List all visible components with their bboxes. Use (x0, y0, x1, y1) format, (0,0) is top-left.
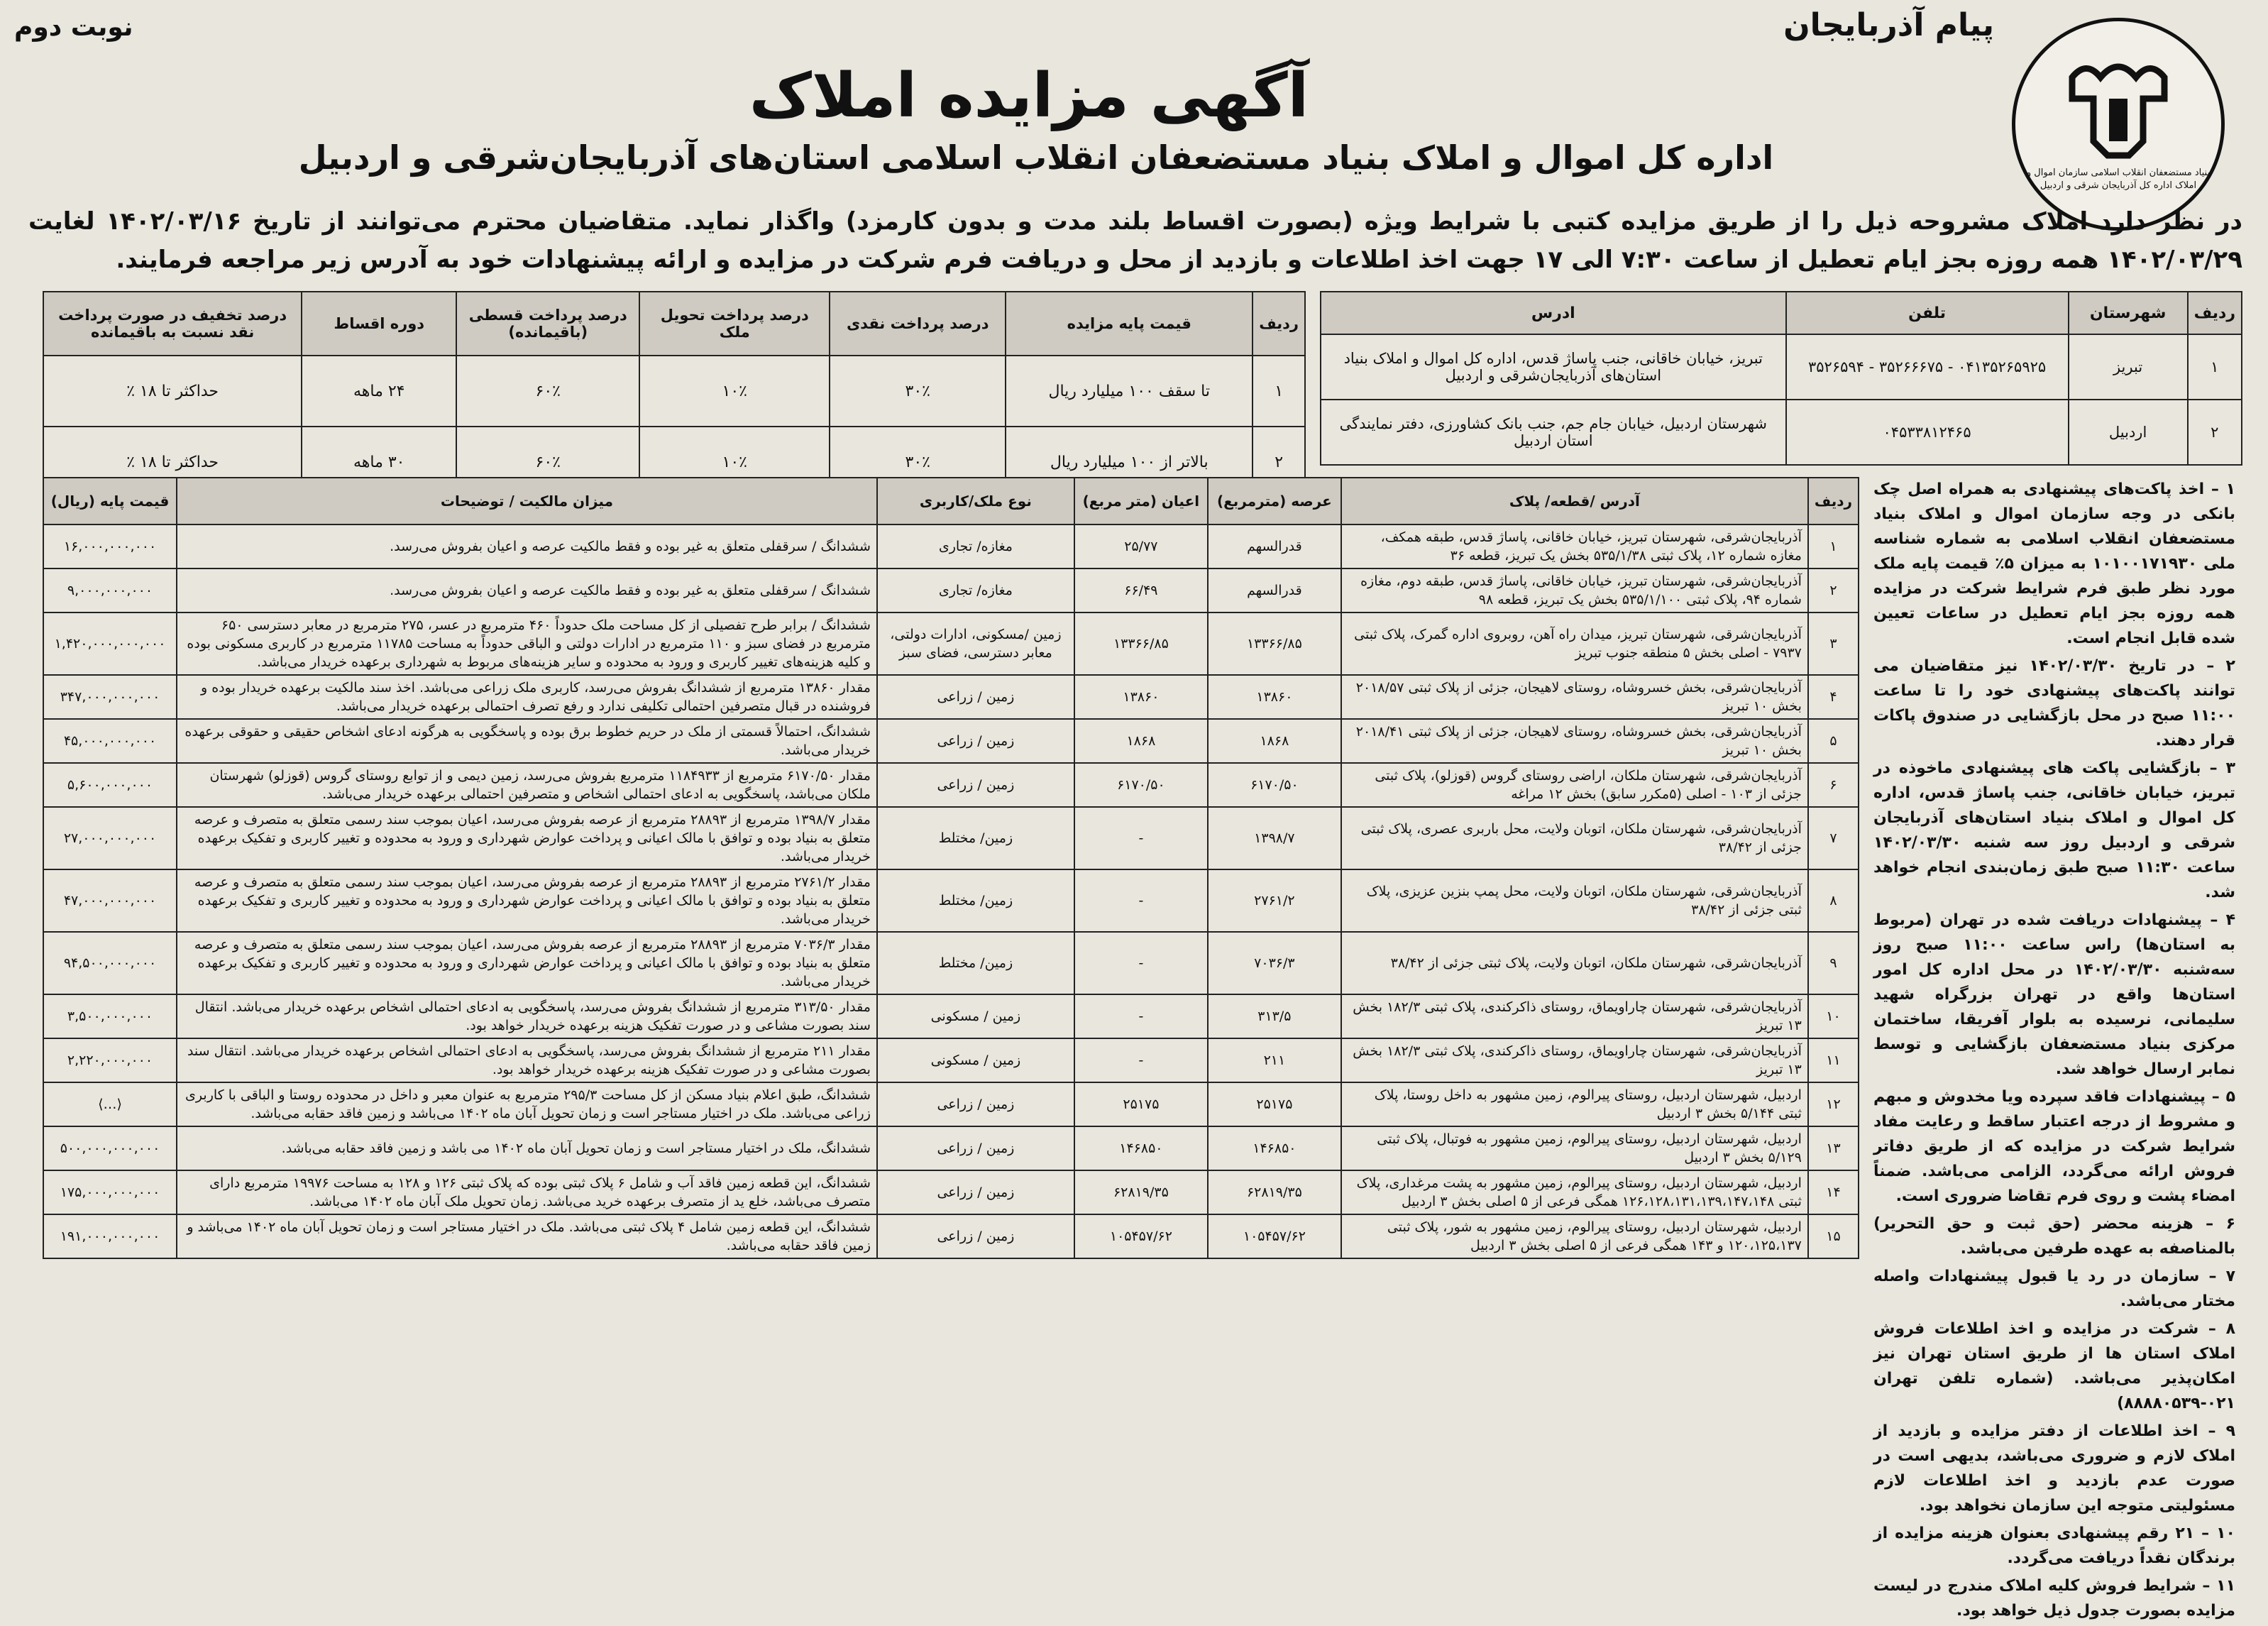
address-cell: آذربایجان‌شرقی، شهرستان ملکان، اراضی روستای گروس (قوزلو)، پلاک ثبتی جزئی از ۱۰۳ - اصلی (۵مکرر سابق) بخش ۱۲ مراغه (1341, 763, 1808, 807)
property-row (43, 613, 1859, 675)
base-price-cell: ⟨…⟩ (43, 1082, 177, 1126)
ownership-description-cell: ششدانگ، طبق اعلام بنیاد مسکن از کل مساحت ۲۹۵/۳ مترمربع به عنوان معبر و داخل در محدوده روستا و الباقی با کاربری زراعی می‌باشد. ملک در اختیار مستاجر است و زمان تحویل آبان ماه ۱۴۰۲ می‌باشد و زمین فاقد حقابه می‌باشد. (177, 1082, 877, 1126)
land-area-cell: قدرالسهم (1208, 524, 1341, 568)
land-area-cell: ۱۰۵۴۵۷/۶۲ (1208, 1214, 1341, 1258)
note-item: ۳ – بازگشایی پاکت های پیشنهادی ماخوذه در تبریز، خیابان خاقانی، جنب پاساژ قدس، اداره کل اموال و املاک بنیاد استان‌های آذربایجان شرقی و اردبیل روز سه شنبه ۱۴۰۲/۰۳/۳۰ ساعت ۱۱:۳۰ صبح طبق زمان‌بندی انجام خواهد شد. (1873, 759, 2235, 901)
property-type-cell: زمین/ مختلط (877, 869, 1074, 932)
installment-percent-cell: ۶۰٪ (456, 427, 639, 498)
property-type-cell: مغازه/ تجاری (877, 568, 1074, 613)
property-type-cell: زمین / مسکونی (877, 1038, 1074, 1082)
property-type-cell: زمین / زراعی (877, 1082, 1074, 1126)
property-row (43, 1170, 1859, 1214)
payment-header-row (43, 292, 1305, 356)
base-price-cell: بالاتر از ۱۰۰ میلیارد ریال (1006, 427, 1253, 498)
ad-title: آگهی مزایده املاک (749, 60, 1309, 131)
ownership-description-cell: ششدانگ، احتمالاً قسمتی از ملک در حریم خطوط برق بوده و پاسخگویی به هرگونه ادعای اشخاص حقیقی و حقوقی برعهده خریدار می‌باشد. (177, 719, 877, 763)
office-row (1321, 400, 2242, 465)
row-number: ۱۱ (1808, 1038, 1859, 1082)
row-number: ۴ (1808, 675, 1859, 719)
ownership-description-cell: مقدار ۲۷۶۱/۲ مترمربع از ۲۸۸۹۳ مترمربع از عرصه بفروش می‌رسد، اعیان بموجب سند رسمی متعلق به متصرف و عرصه متعلق به بنیاد بوده و توافق با مالک اعیانی و پرداخت عوارض شهرداری و ورود به محدوده و تغییر کاربری و تفکیک برعهده خریدار می‌باشد. (177, 869, 877, 932)
payment-header-period: دوره اقساط (302, 292, 456, 356)
row-number: ۲ (1808, 568, 1859, 613)
ownership-description-cell: مقدار ۱۳۸۶۰ مترمربع از ششدانگ بفروش می‌رسد، کاربری ملک زراعی می‌باشد. اخذ سند مالکیت برعهده خریدار بوده و فروشنده در قبال متصرفین احتمالی تکلیفی ندارد و رفع تصرف احتمالی برعهده خریدار می‌باشد. (177, 675, 877, 719)
building-area-cell: - (1074, 932, 1208, 994)
office-row (1321, 334, 2242, 400)
building-area-cell: ۶۱۷۰/۵۰ (1074, 763, 1208, 807)
property-type-cell: زمین/ مختلط (877, 932, 1074, 994)
land-area-cell: ۳۱۳/۵ (1208, 994, 1341, 1038)
property-row (43, 568, 1859, 613)
building-area-cell: ۲۵۱۷۵ (1074, 1082, 1208, 1126)
ownership-description-cell: ششدانگ، این قطعه زمین فاقد آب و شامل ۶ پلاک ثبتی بوده که پلاک ثبتی ۱۲۶ و ۱۲۸ به مساحت ۱۹۹۷۶ مترمربع دارای متصرف می‌باشد، خلع ید از متصرف برعهده خرید می‌باشد. زمان تحویل ملک آبان ماه ۱۴۰۲ می‌باشد. (177, 1170, 877, 1214)
base-price-cell: ۴۷,۰۰۰,۰۰۰,۰۰۰ (43, 869, 177, 932)
building-area-cell: ۱۰۵۴۵۷/۶۲ (1074, 1214, 1208, 1258)
installment-percent-cell: ۶۰٪ (456, 356, 639, 427)
address-cell: آذربایجان‌شرقی، شهرستان ملکان، اتوبان ولایت، محل پمپ بنزین عزیزی، پلاک ثبتی جزئی از ۳۸/۴۲ (1341, 869, 1808, 932)
property-type-cell: زمین / زراعی (877, 1214, 1074, 1258)
ad-subtitle: اداره کل اموال و املاک بنیاد مستضعفان انقلاب اسلامی استان‌های آذربایجان‌شرقی و اردبیل (298, 138, 1774, 177)
base-price-cell: ۵۰۰,۰۰۰,۰۰۰,۰۰۰ (43, 1126, 177, 1170)
payment-header-installment: درصد پرداخت قسطی (باقیمانده) (456, 292, 639, 356)
publication-round: نوبت دوم (14, 13, 133, 42)
building-area-cell: ۶۶/۴۹ (1074, 568, 1208, 613)
building-area-cell: ۱۳۳۶۶/۸۵ (1074, 613, 1208, 675)
address-cell: اردبیل، شهرستان اردبیل، روستای پیرالوم، زمین مشهور به داخل روستا، پلاک ثبتی ۵/۱۴۴ بخش ۳ اردبیل (1341, 1082, 1808, 1126)
properties-header-price: قیمت پایه (ریال) (43, 478, 177, 524)
address-cell: اردبیل، شهرستان اردبیل، روستای پیرالوم، زمین مشهور به پشت مرغداری، پلاک ثبتی ۱۲۶،۱۲۸،۱۳۱،۱۳۹،۱۴۷،۱۴۸ همگی فرعی از ۵ اصلی بخش ۳ اردبیل (1341, 1170, 1808, 1214)
building-area-cell: - (1074, 1038, 1208, 1082)
base-price-cell: ۲,۲۲۰,۰۰۰,۰۰۰ (43, 1038, 177, 1082)
address-cell: آذربایجان‌شرقی، شهرستان تبریز، خیابان خاقانی، پاساژ قدس، طبقه دوم، مغازه شماره ۹۴، پلاک ثبتی ۵۳۵/۱/۱۰۰ بخش یک تبریز، قطعه ۹۸ (1341, 568, 1808, 613)
properties-header-row (43, 478, 1859, 524)
property-type-cell: زمین / زراعی (877, 1126, 1074, 1170)
row-number: ۱ (2188, 334, 2242, 400)
land-area-cell: ۲۱۱ (1208, 1038, 1341, 1082)
row-number: ۹ (1808, 932, 1859, 994)
payment-header-base-price: قیمت پایه مزایده (1006, 292, 1253, 356)
land-area-cell: ۱۳۹۸/۷ (1208, 807, 1341, 869)
cash-percent-cell: ۳۰٪ (830, 427, 1006, 498)
address-cell: آذربایجان‌شرقی، بخش خسروشاه، روستای لاهیجان، جزئی از پلاک ثبتی ۲۰۱۸/۴۱ بخش ۱۰ تبریز (1341, 719, 1808, 763)
property-type-cell: زمین / زراعی (877, 763, 1074, 807)
installment-period-cell: ۳۰ ماهه (302, 427, 456, 498)
newspaper-brand: پیام آذربایجان (1783, 7, 1994, 43)
cash-percent-cell: ۳۰٪ (830, 356, 1006, 427)
property-row (43, 1126, 1859, 1170)
address-cell: اردبیل، شهرستان اردبیل، روستای پیرالوم، زمین مشهور به فوتبال، پلاک ثبتی ۵/۱۲۹ بخش ۳ اردبیل (1341, 1126, 1808, 1170)
building-area-cell: ۱۸۶۸ (1074, 719, 1208, 763)
building-area-cell: - (1074, 994, 1208, 1038)
installment-period-cell: ۲۴ ماهه (302, 356, 456, 427)
ownership-description-cell: ششدانگ، این قطعه زمین شامل ۴ پلاک ثبتی می‌باشد. ملک در اختیار مستاجر است و زمان تحویل آبان ماه ۱۴۰۲ می‌باشد و زمین فاقد حقابه می‌باشد. (177, 1214, 877, 1258)
row-number: ۷ (1808, 807, 1859, 869)
property-row (43, 807, 1859, 869)
base-price-cell: ۱۷۵,۰۰۰,۰۰۰,۰۰۰ (43, 1170, 177, 1214)
row-number: ۱۲ (1808, 1082, 1859, 1126)
note-item: ۷ – سازمان در رد یا قبول پیشنهادات واصله مختار می‌باشد. (1873, 1268, 2235, 1310)
logo-text: بنیاد مستضعفان انقلاب اسلامی سازمان اموال و املاک اداره کل آذربایجان شرقی و اردبیل (2026, 167, 2211, 191)
conditions-notes (1873, 477, 2235, 1626)
phone-cell: ۰۴۱۳۵۲۶۵۹۲۵ - ۳۵۲۶۶۶۷۵ - ۳۵۲۶۵۹۴ (1786, 334, 2069, 400)
land-area-cell: ۱۸۶۸ (1208, 719, 1341, 763)
foundation-emblem-icon (2058, 56, 2179, 163)
building-area-cell: - (1074, 869, 1208, 932)
property-type-cell: زمین / زراعی (877, 719, 1074, 763)
property-row (43, 719, 1859, 763)
address-cell: اردبیل، شهرستان اردبیل، روستای پیرالوم، زمین مشهور به شور، پلاک ثبتی ۱۲۰،۱۲۵،۱۳۷ و ۱۴۳ همگی فرعی از ۵ اصلی بخش ۳ اردبیل (1341, 1214, 1808, 1258)
offices-header-address: ادرس (1321, 292, 1786, 334)
row-number: ۸ (1808, 869, 1859, 932)
property-row (43, 763, 1859, 807)
base-price-cell: ۹۴,۵۰۰,۰۰۰,۰۰۰ (43, 932, 177, 994)
offices-table (1320, 291, 2242, 466)
offices-header-city: شهرستان (2069, 292, 2188, 334)
note-item: ۱۱ – شرایط فروش کلیه املاک مندرج در لیست مزایده بصورت جدول ذیل خواهد بود. (1873, 1577, 2235, 1620)
address-cell: آذربایجان‌شرقی، شهرستان چاراویماق، روستای ذاکرکندی، پلاک ثبتی ۱۸۲/۳ بخش ۱۳ تبریز (1341, 994, 1808, 1038)
row-number: ۱۵ (1808, 1214, 1859, 1258)
properties-table (43, 477, 1859, 1259)
row-number: ۳ (1808, 613, 1859, 675)
building-area-cell: - (1074, 807, 1208, 869)
property-row (43, 1214, 1859, 1258)
offices-header-row (1321, 292, 2242, 334)
building-area-cell: ۱۳۸۶۰ (1074, 675, 1208, 719)
base-price-cell: ۳۴۷,۰۰۰,۰۰۰,۰۰۰ (43, 675, 177, 719)
property-type-cell: مغازه/ تجاری (877, 524, 1074, 568)
property-type-cell: زمین / زراعی (877, 1170, 1074, 1214)
property-row (43, 994, 1859, 1038)
discount-cell: حداکثر تا ۱۸ ٪ (43, 427, 302, 498)
address-cell: آذربایجان‌شرقی، شهرستان تبریز، خیابان خاقانی، پاساژ قدس، طبقه همکف، مغازه شماره ۱۲، پلاک ثبتی ۵۳۵/۱/۳۸ بخش یک تبریز، قطعه ۳۶ (1341, 524, 1808, 568)
ownership-description-cell: مقدار ۱۳۹۸/۷ مترمربع از ۲۸۸۹۳ مترمربع از عرصه بفروش می‌رسد، اعیان بموجب سند رسمی متعلق به متصرف و عرصه متعلق به بنیاد بوده و توافق با مالک اعیانی و پرداخت عوارض شهرداری و ورود به محدوده و تغییر کاربری و تفکیک برعهده خریدار می‌باشد. (177, 807, 877, 869)
properties-header-address: آدرس /قطعه/ پلاک (1341, 478, 1808, 524)
properties-header-row-number: ردیف (1808, 478, 1859, 524)
note-item: ۸ – شرکت در مزایده و اخذ اطلاعات فروش املاک استان ها از طریق استان تهران نیز امکان‌پذیر می‌باشد. (شماره تلفن تهران ۰۲۱-۸۸۸۸۰۵۳۹) (1873, 1320, 2235, 1412)
offices-header-row-number: ردیف (2188, 292, 2242, 334)
property-row (43, 675, 1859, 719)
property-row (43, 524, 1859, 568)
payment-header-delivery: درصد پرداخت تحویل ملک (639, 292, 830, 356)
land-area-cell: ۲۷۶۱/۲ (1208, 869, 1341, 932)
ownership-description-cell: ششدانگ، ملک در اختیار مستاجر است و زمان تحویل آبان ماه ۱۴۰۲ می باشد و زمین فاقد حقابه می‌باشد. (177, 1126, 877, 1170)
delivery-percent-cell: ۱۰٪ (639, 427, 830, 498)
note-item: ۹ – اخذ اطلاعات از دفتر مزایده و بازدید از املاک لازم و ضروری می‌باشد، بدیهی است در صورت عدم بازدید و اخذ اطلاعات لازم مسئولیتی متوجه این سازمان نخواهد بود. (1873, 1422, 2235, 1515)
address-cell: آذربایجان‌شرقی، شهرستان ملکان، اتوبان ولایت، محل باربری عصری، پلاک ثبتی جزئی از ۳۸/۴۲ (1341, 807, 1808, 869)
note-item: ۴ – پیشنهادات دریافت شده در تهران (مربوط به استان‌ها) راس ساعت ۱۱:۰۰ صبح روز سه‌شنبه ۱۴۰۲/۰۳/۳۰ در محل اداره کل امور استان‌ها واقع در تهران بزرگراه شهید سلیمانی، نرسیده به بلوار آفریقا، ساختمان مرکزی بنیاد مستضعفان بازگشایی و توسط نمابر ارسال خواهد شد. (1873, 911, 2236, 1078)
land-area-cell: ۶۱۷۰/۵۰ (1208, 763, 1341, 807)
delivery-percent-cell: ۱۰٪ (639, 356, 830, 427)
row-number: ۱ (1808, 524, 1859, 568)
properties-header-area: عرصه (مترمربع) (1208, 478, 1341, 524)
ownership-description-cell: ششدانگ / برابر طرح تفصیلی از کل مساحت ملک حدوداً ۴۶۰ مترمربع در عسر، ۲۷۵ مترمربع در معابر دسترسی ۶۵۰ مترمربع در فضای سبز و ۱۱۰ مترمربع در ادارات دولتی و الباقی حدوداً به مساحت ۱۱۷۸۵ مترمربع در کاربری مسکونی بوده و کلیه هزینه‌های تغییر کاربری و ورود به محدوده و سایر هزینه‌های مربوط به شهرداری برعهده خریدار می‌باشد. (177, 613, 877, 675)
properties-header-building: اعیان (متر مربع) (1074, 478, 1208, 524)
payment-header-row-number: ردیف (1253, 292, 1305, 356)
land-area-cell: ۱۳۸۶۰ (1208, 675, 1341, 719)
foundation-logo (2012, 18, 2225, 231)
property-row (43, 1082, 1859, 1126)
payment-terms-table (43, 291, 1306, 498)
property-type-cell: زمین /مسکونی، ادارات دولتی، معابر دسترسی، فضای سبز (877, 613, 1074, 675)
ownership-description-cell: مقدار ۲۱۱ مترمربع از ششدانگ بفروش می‌رسد، پاسخگویی به ادعای احتمالی اشخاص برعهده خریدار می‌باشد. انتقال سند بصورت مشاعی و در صورت تفکیک هزینه برعهده خریدار خواهد بود. (177, 1038, 877, 1082)
address-cell: شهرستان اردبیل، خیابان جام جم، جنب بانک کشاورزی، دفتر نمایندگی استان اردبیل (1321, 400, 1786, 465)
base-price-cell: ۱۶,۰۰۰,۰۰۰,۰۰۰ (43, 524, 177, 568)
phone-cell: ۰۴۵۳۳۸۱۲۴۶۵ (1786, 400, 2069, 465)
base-price-cell: ۳,۵۰۰,۰۰۰,۰۰۰ (43, 994, 177, 1038)
base-price-cell: تا سقف ۱۰۰ میلیارد ریال (1006, 356, 1253, 427)
payment-header-discount: درصد تخفیف در صورت پرداخت نقد نسبت به باقیمانده (43, 292, 302, 356)
row-number: ۱۳ (1808, 1126, 1859, 1170)
ownership-description-cell: ششدانگ / سرقفلی متعلق به غیر بوده و فقط مالکیت عرصه و اعیان بفروش می‌رسد. (177, 524, 877, 568)
base-price-cell: ۱۹۱,۰۰۰,۰۰۰,۰۰۰ (43, 1214, 177, 1258)
ownership-description-cell: مقدار ۳۱۳/۵۰ مترمربع از ششدانگ بفروش می‌رسد، پاسخگویی به ادعای احتمالی اشخاص برعهده خریدار می‌باشد. انتقال سند بصورت مشاعی و در صورت تفکیک هزینه برعهده خریدار خواهد بود. (177, 994, 877, 1038)
row-number: ۱ (1253, 356, 1305, 427)
land-area-cell: ۱۳۳۶۶/۸۵ (1208, 613, 1341, 675)
address-cell: تبریز، خیابان خاقانی، جنب پاساژ قدس، اداره کل اموال و املاک بنیاد استان‌های آذربایجان‌شرقی و اردبیل (1321, 334, 1786, 400)
ownership-description-cell: ششدانگ / سرقفلی متعلق به غیر بوده و فقط مالکیت عرصه و اعیان بفروش می‌رسد. (177, 568, 877, 613)
note-item: ۶ – هزینه محضر (حق ثبت و حق التحریر) بالمناصفه به عهده طرفین می‌باشد. (1873, 1215, 2235, 1258)
property-row (43, 932, 1859, 994)
base-price-cell: ۴۵,۰۰۰,۰۰۰,۰۰۰ (43, 719, 177, 763)
land-area-cell: ۲۵۱۷۵ (1208, 1082, 1341, 1126)
address-cell: آذربایجان‌شرقی، شهرستان چاراویماق، روستای ذاکرکندی، پلاک ثبتی ۱۸۲/۳ بخش ۱۳ تبریز (1341, 1038, 1808, 1082)
row-number: ۱۰ (1808, 994, 1859, 1038)
property-row (43, 1038, 1859, 1082)
discount-cell: حداکثر تا ۱۸ ٪ (43, 356, 302, 427)
building-area-cell: ۱۴۶۸۵۰ (1074, 1126, 1208, 1170)
row-number: ۶ (1808, 763, 1859, 807)
address-cell: آذربایجان‌شرقی، شهرستان تبریز، میدان راه آهن، روبروی اداره گمرک، پلاک ثبتی ۷۹۳۷ - اصلی بخش ۵ منطقه جنوب تبریز (1341, 613, 1808, 675)
note-item: ۱۰ – ۲۱ رقم پیشنهادی بعنوان هزینه مزایده از برندگان نقداً دریافت می‌گردد. (1873, 1525, 2235, 1567)
city-cell: تبریز (2069, 334, 2188, 400)
land-area-cell: ۱۴۶۸۵۰ (1208, 1126, 1341, 1170)
intro-paragraph: در نظر دارد املاک مشروحه ذیل را از طریق مزایده کتبی با شرایط ویژه (بصورت اقساط بلند مدت و بدون کارمزد) واگذار نماید. متقاضیان محترم می‌توانند از تاریخ ۱۴۰۲/۰۳/۱۶ لغایت ۱۴۰۲/۰۳/۲۹ همه روزه بجز ایام تعطیل از ساعت ۷:۳۰ الی ۱۷ جهت اخذ اطلاعات و بازدید از محل و دریافت فرم شرکت در مزایده و ارائه پیشنهادات خود به آدرس زیر مراجعه فرمایند. (28, 207, 2242, 274)
offices-header-phone: تلفن (1786, 292, 2069, 334)
payment-row (43, 356, 1305, 427)
payment-header-cash: درصد پرداخت نقدی (830, 292, 1006, 356)
property-type-cell: زمین / مسکونی (877, 994, 1074, 1038)
ownership-description-cell: مقدار ۷۰۳۶/۳ مترمربع از ۲۸۸۹۳ مترمربع از عرصه بفروش می‌رسد، اعیان بموجب سند رسمی متعلق به متصرف و عرصه متعلق به بنیاد بوده و توافق با مالک اعیانی و پرداخت عوارض شهرداری و ورود به محدوده و تغییر کاربری و تفکیک برعهده خریدار می‌باشد. (177, 932, 877, 994)
address-cell: آذربایجان‌شرقی، بخش خسروشاه، روستای لاهیجان، جزئی از پلاک ثبتی ۲۰۱۸/۵۷ بخش ۱۰ تبریز (1341, 675, 1808, 719)
note-item: ۵ – پیشنهادات فاقد سپرده ویا مخدوش و مبهم و مشروط از درجه اعتبار ساقط و رعایت مفاد شرایط شرکت در مزایده که از طریق دفاتر فروش ارائه می‌گردد، الزامی می‌باشد. ضمناً امضاء پشت و روی فرم تقاضا ضروری است. (1873, 1088, 2235, 1205)
property-type-cell: زمین / زراعی (877, 675, 1074, 719)
property-type-cell: زمین/ مختلط (877, 807, 1074, 869)
land-area-cell: ۶۲۸۱۹/۳۵ (1208, 1170, 1341, 1214)
address-cell: آذربایجان‌شرقی، شهرستان ملکان، اتوبان ولایت، پلاک ثبتی جزئی از ۳۸/۴۲ (1341, 932, 1808, 994)
row-number: ۵ (1808, 719, 1859, 763)
land-area-cell: ۷۰۳۶/۳ (1208, 932, 1341, 994)
base-price-cell: ۹,۰۰۰,۰۰۰,۰۰۰ (43, 568, 177, 613)
properties-header-description: میزان مالکیت / توضیحات (177, 478, 877, 524)
city-cell: اردبیل (2069, 400, 2188, 465)
note-item: ۱ – اخذ پاکت‌های پیشنهادی به همراه اصل چک بانکی در وجه سازمان اموال و املاک بنیاد مستضعفان انقلاب اسلامی به شماره شناسه ملی ۱۰۱۰۰۱۷۱۹۳۰ به میزان ۵٪ قیمت پایه ملک مورد نظر طبق فرم شرایط شرکت در مزایده همه روزه بجز ایام تعطیل در ساعات تعیین شده قابل انجام است. (1873, 480, 2235, 647)
properties-header-type: نوع ملک/کاربری (877, 478, 1074, 524)
ownership-description-cell: مقدار ۶۱۷۰/۵۰ مترمربع از ۱۱۸۴۹۳۳ مترمربع بفروش می‌رسد، زمین دیمی و از توابع روستای گروس (قوزلو) شهرستان ملکان می‌باشد، پاسخگویی به ادعای احتمالی اشخاص و متصرفین احتمالی برعهده خریدار می‌باشد. (177, 763, 877, 807)
base-price-cell: ۵,۶۰۰,۰۰۰,۰۰۰ (43, 763, 177, 807)
note-item: ۲ – در تاریخ ۱۴۰۲/۰۳/۳۰ نیز متقاضیان می توانند پاکت‌های پیشنهادی خود را تا ساعت ۱۱:۰۰ صبح در محل بازگشایی در صندوق پاکات قرار دهند. (1873, 657, 2235, 749)
base-price-cell: ۲۷,۰۰۰,۰۰۰,۰۰۰ (43, 807, 177, 869)
base-price-cell: ۱,۴۲۰,۰۰۰,۰۰۰,۰۰۰ (43, 613, 177, 675)
row-number: ۱۴ (1808, 1170, 1859, 1214)
building-area-cell: ۶۲۸۱۹/۳۵ (1074, 1170, 1208, 1214)
property-row (43, 869, 1859, 932)
row-number: ۲ (2188, 400, 2242, 465)
building-area-cell: ۲۵/۷۷ (1074, 524, 1208, 568)
row-number: ۲ (1253, 427, 1305, 498)
land-area-cell: قدرالسهم (1208, 568, 1341, 613)
